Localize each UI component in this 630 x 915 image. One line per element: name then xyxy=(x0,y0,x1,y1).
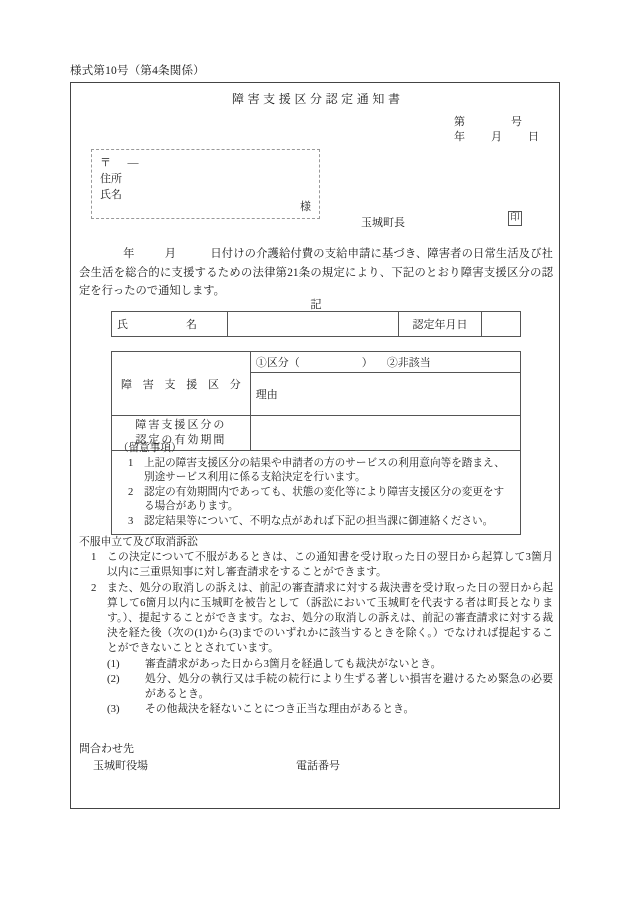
classification-table xyxy=(111,351,521,451)
appeal-heading: 不服申立て及び取消訴訟 xyxy=(79,536,198,548)
appeal-subitem-text: 審査請求があった日から3箇月を経過しても裁決がないとき。 xyxy=(145,657,442,670)
appeal-sublist xyxy=(107,657,553,718)
contact-phone-label: 電話番号 xyxy=(296,760,340,772)
zip-line xyxy=(100,155,311,171)
issue-year-label: 年 xyxy=(454,131,465,143)
document-title: 障害支援区分認定通知書 xyxy=(231,92,404,106)
table-row xyxy=(112,312,521,337)
honorific-label: 様 xyxy=(300,201,311,213)
form-number-label: 様式第10号（第4条関係） xyxy=(70,65,205,77)
contact-section xyxy=(79,741,553,775)
appeal-item-text: また、処分の取消しの訴えは、前記の審査請求に対する裁決書を受け取った日の翌日から起算して6箇月以内に玉城町を被告として（訴訟において玉城町を代表する者は町長となります。）、提起することができます。なお、処分の取消しの訴えは、前記の審査請求に対する裁決を経た後（次の(1)から(3)までのいずれかに該当するときを除く。）でなければ提起することができないこととされています。 xyxy=(107,581,553,655)
list-item xyxy=(107,657,553,672)
list-item xyxy=(118,457,514,486)
option-not-applicable: ②非該当 xyxy=(386,357,431,369)
list-item xyxy=(118,486,514,515)
seal-icon: 印 xyxy=(508,211,522,226)
body-paragraph xyxy=(79,245,553,301)
name-label-cell xyxy=(112,312,228,337)
contact-office-line xyxy=(79,758,553,775)
body-year-label: 年 xyxy=(123,248,135,260)
notification-frame xyxy=(70,82,560,809)
option-category-close: ） xyxy=(361,357,373,369)
name-value-cell[interactable] xyxy=(228,312,399,337)
notes-section xyxy=(111,440,521,535)
appeal-item-number: 1 xyxy=(91,551,97,564)
zip-symbol-icon: 〒 xyxy=(100,157,111,169)
classification-options-cell[interactable] xyxy=(250,352,520,373)
contact-office-name: 玉城町役場 xyxy=(93,760,148,772)
notes-item-text: 上記の障害支援区分の結果や申請者の方のサービスの利用意向等を踏まえ、別途サービス利用に係る支給決定を行います。 xyxy=(144,457,505,484)
notes-item-number: 1 xyxy=(128,457,134,469)
issuer-name: 玉城町長 xyxy=(361,217,405,229)
name-label-second: 名 xyxy=(186,319,197,331)
issue-number-unit: 号 xyxy=(511,116,522,128)
list-item xyxy=(118,515,514,530)
issue-number-row xyxy=(454,115,539,130)
classification-label-cell: 障 害 支 援 区 分 xyxy=(112,352,251,416)
appeal-item-number: 2 xyxy=(91,581,97,594)
appeal-subitem-number: (3) xyxy=(107,703,120,716)
valid-period-label-line1: 障害支援区分の xyxy=(135,419,227,431)
issue-number-block xyxy=(454,115,539,145)
addressee-box xyxy=(91,149,320,219)
issue-number-label: 第 xyxy=(454,116,465,128)
notes-item-text: 認定結果等について、不明な点があれば下記の担当課に御連絡ください。 xyxy=(144,515,494,527)
zip-dash: — xyxy=(127,157,139,169)
contact-heading: 問合わせ先 xyxy=(79,743,134,755)
notes-heading: （留意事項） xyxy=(118,443,182,454)
notes-item-text: 認定の有効期間内であっても、状態の変化等により障害支援区分の変更をする場合があります。 xyxy=(144,486,505,513)
ki-marker: 記 xyxy=(310,299,322,311)
address-label: 住所 xyxy=(100,173,122,185)
reason-label: 理由 xyxy=(255,389,278,401)
list-item xyxy=(107,672,553,702)
appeal-list xyxy=(79,550,553,717)
list-item xyxy=(107,702,553,717)
name-table xyxy=(111,311,521,337)
option-category: ①区分（ xyxy=(255,357,300,369)
list-item xyxy=(79,550,553,580)
notes-item-number: 3 xyxy=(128,515,134,527)
issue-day-label: 日 xyxy=(528,131,539,143)
notes-item-number: 2 xyxy=(128,486,134,498)
addressee-name-label: 氏名 xyxy=(100,189,122,201)
appeal-subitem-number: (1) xyxy=(107,657,120,670)
issue-date-row xyxy=(454,130,539,145)
cert-date-value-cell[interactable] xyxy=(482,312,521,337)
name-label-first: 氏 xyxy=(117,319,128,331)
appeal-section xyxy=(79,535,553,717)
appeal-subitem-text: 処分、処分の執行又は手続の続行により生ずる著しい損害を避けるため緊急の必要があるとき。 xyxy=(145,672,553,701)
issue-month-label: 月 xyxy=(491,131,502,143)
table-row xyxy=(112,352,521,373)
notes-list xyxy=(118,457,514,530)
cert-date-label-cell: 認定年月日 xyxy=(399,312,482,337)
body-month-label: 月 xyxy=(164,248,177,260)
appeal-subitem-text: その他裁決を経ないことにつき正当な理由があるとき。 xyxy=(145,703,415,716)
appeal-subitem-number: (2) xyxy=(107,672,120,685)
appeal-item-text: この決定について不服があるときは、この通知書を受け取った日の翌日から起算して3箇月以内に三重県知事に対し審査請求をすることができます。 xyxy=(107,551,553,579)
valid-period-label-line2: 認定の有効期間 xyxy=(135,434,227,446)
reason-cell[interactable] xyxy=(250,373,520,416)
list-item xyxy=(79,581,553,718)
body-paragraph-text: 日付けの介護給付費の支給申請に基づき、障害者の日常生活及び社会生活を総合的に支援するための法律第21条の規定により、下記のとおり障害支援区分の認定を行ったので通知します。 xyxy=(79,248,553,297)
